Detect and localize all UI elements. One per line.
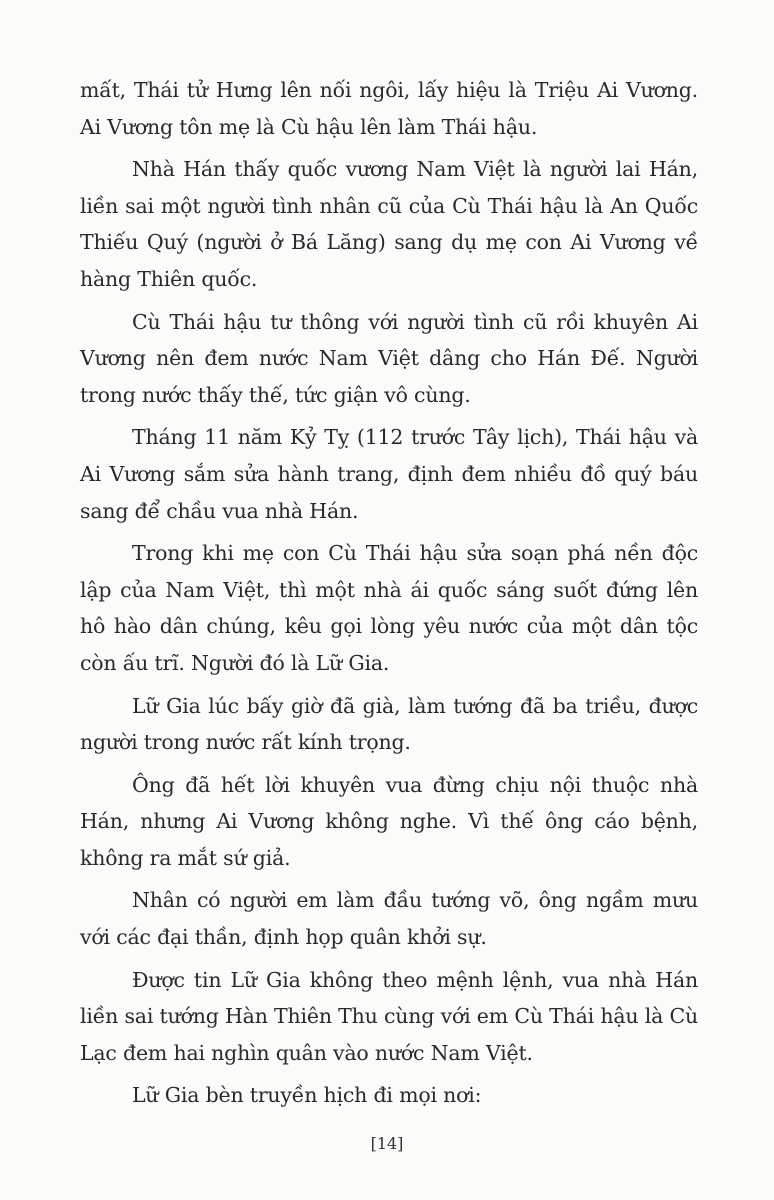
page-number: [14] — [370, 1134, 404, 1153]
body-text — [80, 72, 698, 1120]
paragraph: Lữ Gia lúc bấy giờ đã già, làm tướng đã ba triều, được người trong nước rất kính trọng. — [80, 693, 698, 755]
paragraph: Trong khi mẹ con Cù Thái hậu sửa soạn phá nền độc lập của Nam Việt, thì một nhà ái quốc sáng suốt đứng lên hô hào dân chúng, kêu gọi lòng yêu nước của một dân tộc còn ấu trĩ. Người đó là Lữ Gia. — [80, 541, 698, 675]
paragraph: Ông đã hết lời khuyên vua đừng chịu nội thuộc nhà Hán, nhưng Ai Vương không nghe. Vì thế ông cáo bệnh, không ra mắt sứ giả. — [80, 772, 698, 870]
paragraph: mất, Thái tử Hưng lên nối ngôi, lấy hiệu là Triệu Ai Vương. Ai Vương tôn mẹ là Cù hậu lên làm Thái hậu. — [80, 78, 698, 139]
paragraph: Được tin Lữ Gia không theo mệnh lệnh, vua nhà Hán liền sai tướng Hàn Thiên Thu cùng với em Cù Thái hậu là Cù Lạc đem hai nghìn quân vào nước Nam Việt. — [80, 967, 698, 1065]
paragraph: Nhà Hán thấy quốc vương Nam Việt là người lai Hán, liền sai một người tình nhân cũ của Cù Thái hậu là An Quốc Thiếu Quý (người ở Bá Lăng) sang dụ mẹ con Ai Vương về hàng Thiên quốc. — [80, 157, 698, 291]
paragraph: Nhân có người em làm đầu tướng võ, ông ngầm mưu với các đại thần, định họp quân khởi sự. — [80, 888, 698, 950]
paragraph: Lữ Gia bèn truyền hịch đi mọi nơi: — [132, 1083, 482, 1108]
paragraph: Cù Thái hậu tư thông với người tình cũ rồi khuyên Ai Vương nên đem nước Nam Việt dâng cho Hán Đế. Người trong nước thấy thế, tức giận vô cùng. — [80, 309, 698, 407]
paragraph: Tháng 11 năm Kỷ Tỵ (112 trước Tây lịch), Thái hậu và Ai Vương sắm sửa hành trang, định đem nhiều đồ quý báu sang để chầu vua nhà Hán. — [80, 425, 698, 523]
